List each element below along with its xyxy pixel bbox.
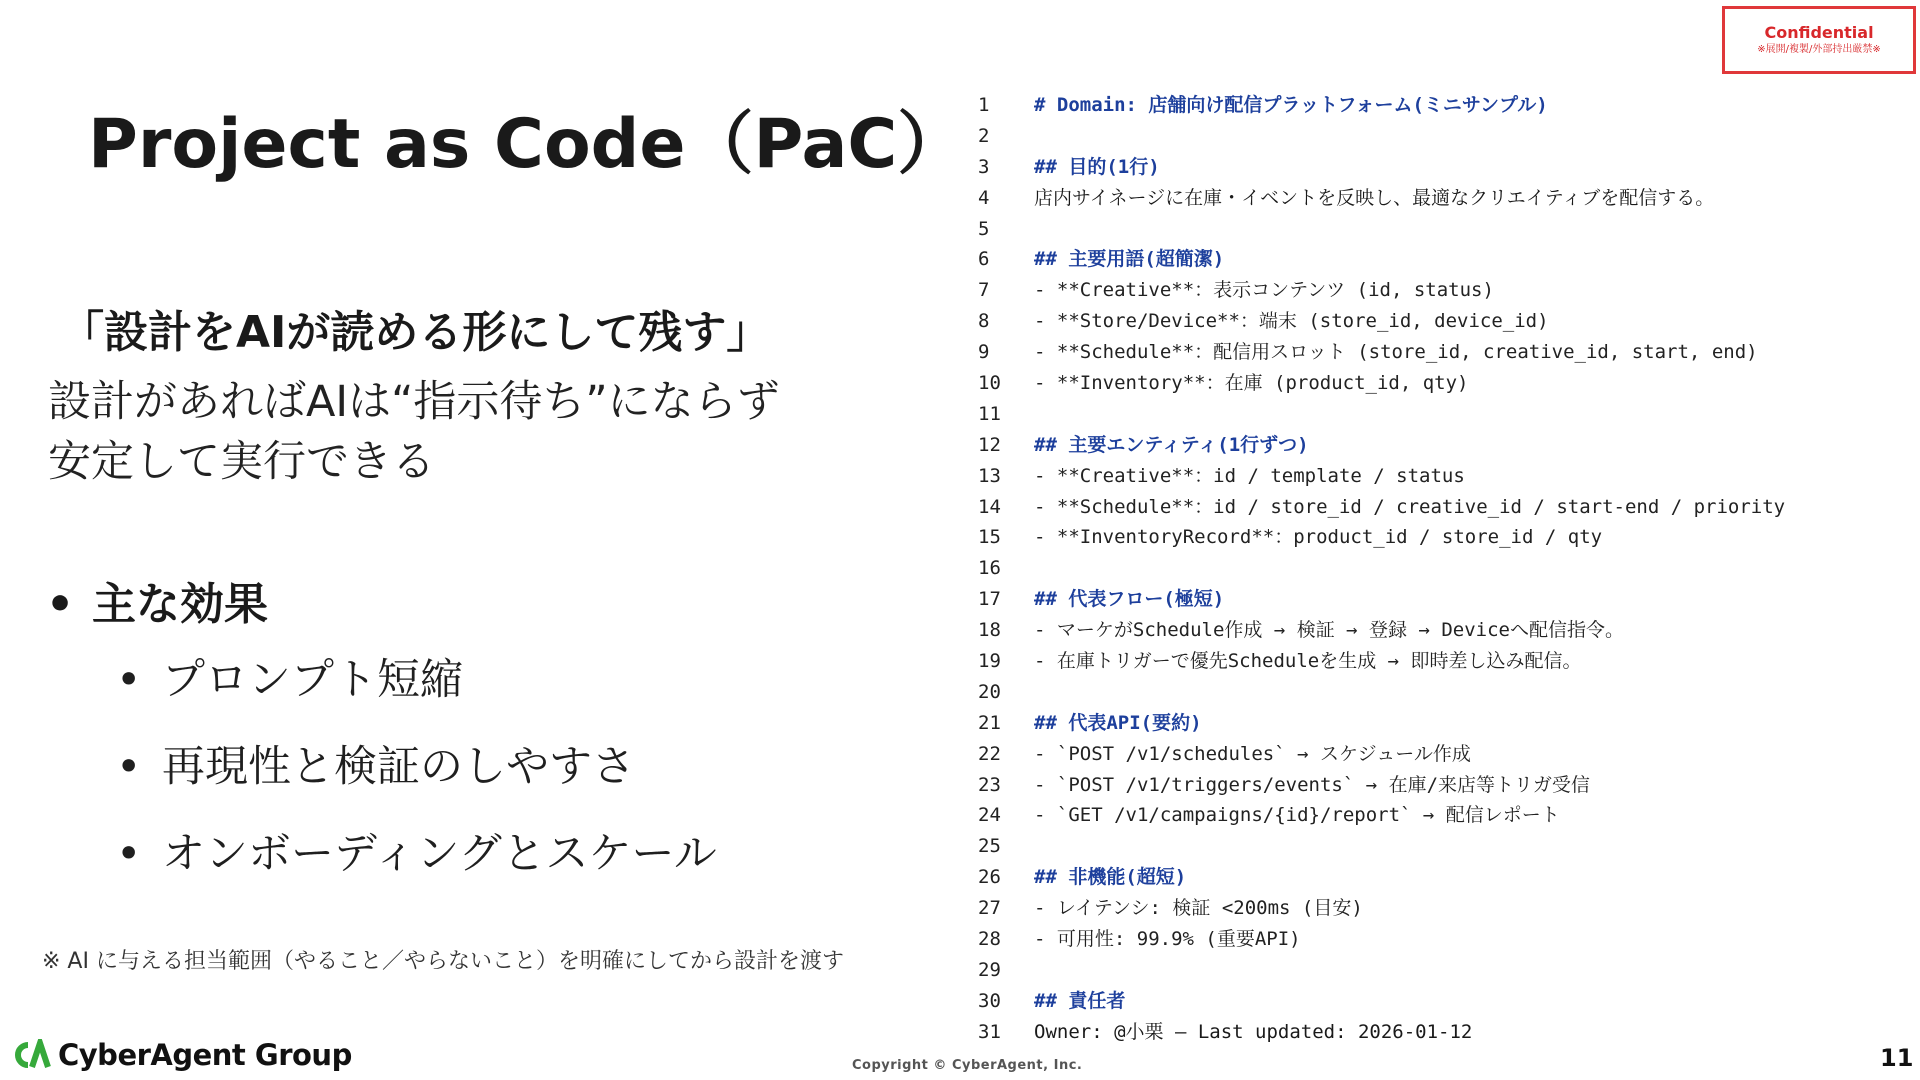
code-text: - レイテンシ: 検証 <200ms (目安): [1034, 897, 1363, 920]
line-number: 30: [978, 989, 1001, 1012]
code-line: [960, 677, 1860, 708]
sub-bullet-label: プロンプト短縮: [162, 655, 463, 705]
code-line: [960, 337, 1860, 368]
code-line: [960, 430, 1860, 461]
bullet-dot: •: [116, 829, 142, 879]
code-text: ## 代表フロー(極短): [1034, 588, 1225, 611]
code-line: [960, 306, 1860, 337]
code-line: [960, 831, 1860, 862]
confidential-sub: ※展開/複製/外部持出厳禁※: [1757, 44, 1881, 55]
code-line: [960, 492, 1860, 523]
code-text: ## 代表API(要約): [1034, 711, 1202, 734]
code-line: [960, 121, 1860, 152]
code-line: [960, 955, 1860, 986]
line-number: 15: [978, 526, 1001, 549]
line-number: 3: [978, 155, 990, 178]
line-number: 8: [978, 310, 990, 333]
code-line: [960, 615, 1860, 646]
line-number: 24: [978, 804, 1001, 827]
code-text: - **InventoryRecord**：product_id / store_id / qty: [1034, 526, 1603, 549]
sub-bullet-label: 再現性と検証のしやすさ: [162, 742, 635, 792]
code-text: 店内サイネージに在庫・イベントを反映し、最適なクリエイティブを配信する。: [1034, 186, 1715, 209]
code-text: - `POST /v1/schedules` → スケジュール作成: [1034, 742, 1471, 765]
line-number: 13: [978, 464, 1001, 487]
slide-title: Project as Code（PaC）: [88, 105, 966, 184]
sub-bullet: [116, 652, 717, 739]
line-number: 1: [978, 94, 990, 116]
code-line: [960, 862, 1860, 893]
line-number: 12: [978, 433, 1001, 456]
code-text: - **Creative**：id / template / status: [1034, 464, 1465, 487]
code-line: [960, 770, 1860, 801]
line-number: 18: [978, 619, 1001, 642]
line-number: 2: [978, 124, 990, 147]
code-text: - **Schedule**：配信用スロット (store_id, creative_id, start, end): [1034, 341, 1758, 364]
subtitle: [48, 372, 780, 492]
line-number: 6: [978, 248, 990, 271]
line-number: 17: [978, 588, 1001, 611]
code-text: Owner: @小栗 — Last updated: 2026-01-12: [1034, 1020, 1473, 1043]
code-text: - **Store/Device**：端末 (store_id, device_id): [1034, 310, 1549, 333]
bullet-main-label: 主な効果: [92, 579, 268, 630]
code-line: [960, 522, 1860, 553]
subtitle-line: 設計があればAIは“指示待ち”にならず: [48, 377, 780, 427]
line-number: 29: [978, 958, 1001, 981]
code-line: [960, 461, 1860, 492]
line-number: 28: [978, 928, 1001, 951]
line-number: 10: [978, 372, 1001, 395]
code-text: ## 責任者: [1034, 989, 1126, 1012]
code-line: [960, 739, 1860, 770]
code-text: ## 主要エンティティ(1行ずつ): [1034, 433, 1309, 456]
line-number: 4: [978, 186, 990, 209]
code-line: [960, 893, 1860, 924]
code-line: [960, 183, 1860, 214]
code-line: [960, 924, 1860, 955]
code-line: [960, 708, 1860, 739]
bullet-dot: •: [116, 655, 142, 705]
code-text: - 可用性: 99.9% (重要API): [1034, 928, 1301, 951]
line-number: 26: [978, 866, 1001, 889]
code-text: - 在庫トリガーで優先Scheduleを生成 → 即時差し込み配信。: [1034, 650, 1582, 673]
code-text: - **Creative**：表示コンテンツ (id, status): [1034, 279, 1494, 302]
code-line: [960, 1017, 1860, 1048]
code-text: - `POST /v1/triggers/events` → 在庫/来店等トリガ受信: [1034, 773, 1590, 796]
code-line: [960, 584, 1860, 615]
code-text: - `GET /v1/campaigns/{id}/report` → 配信レポート: [1034, 804, 1560, 827]
line-number: 20: [978, 680, 1001, 703]
code-text: ## 非機能(超短): [1034, 866, 1187, 889]
line-number: 11: [978, 402, 1001, 425]
copyright: Copyright © CyberAgent, Inc.: [852, 1058, 1083, 1073]
sub-bullet: [116, 739, 717, 826]
logo-text: CyberAgent Group: [58, 1038, 352, 1072]
code-line: [960, 214, 1860, 245]
code-line: [960, 152, 1860, 183]
logo-icon: [12, 1039, 52, 1071]
code-text: ## 目的(1行): [1034, 155, 1160, 178]
line-number: 16: [978, 557, 1001, 580]
code-block: [960, 90, 1860, 1050]
code-line: [960, 275, 1860, 306]
code-text: - **Schedule**：id / store_id / creative_id / start-end / priority: [1034, 495, 1786, 518]
line-number: 9: [978, 341, 990, 364]
sub-bullet: [116, 826, 717, 913]
line-number: 22: [978, 742, 1001, 765]
code-line: [960, 244, 1860, 275]
subtitle-line: 安定して実行できる: [48, 437, 435, 487]
code-line: [960, 368, 1860, 399]
bullet-dot: •: [46, 579, 75, 630]
line-number: 31: [978, 1020, 1001, 1043]
line-number: 21: [978, 711, 1001, 734]
code-line: [960, 986, 1860, 1017]
sub-bullet-label: オンボーディングとスケール: [162, 829, 717, 879]
code-line: [960, 399, 1860, 430]
sub-bullet-list: [116, 652, 717, 913]
line-number: 19: [978, 650, 1001, 673]
code-line: [960, 90, 1860, 121]
code-text: # Domain: 店舗向け配信プラットフォーム(ミニサンプル): [1034, 94, 1548, 116]
line-number: 27: [978, 897, 1001, 920]
code-line: [960, 800, 1860, 831]
line-number: 7: [978, 279, 990, 302]
confidential-label: Confidential: [1764, 23, 1874, 42]
code-line: [960, 646, 1860, 677]
code-text: - **Inventory**：在庫 (product_id, qty): [1034, 372, 1469, 395]
line-number: 23: [978, 773, 1001, 796]
code-text: ## 主要用語(超簡潔): [1034, 248, 1225, 271]
code-line: [960, 553, 1860, 584]
confidential-badge: [1722, 6, 1916, 74]
line-number: 14: [978, 495, 1001, 518]
bullet-main: [46, 568, 268, 632]
code-text: - マーケがSchedule作成 → 検証 → 登録 → Deviceへ配信指令。: [1034, 619, 1624, 642]
tagline: 「設計をAIが読める形にして残す」: [60, 307, 771, 358]
footnote: ※ AI に与える担当範囲（やること／やらないこと）を明確にしてから設計を渡す: [42, 949, 844, 974]
page-number: 11: [1880, 1044, 1914, 1072]
bullet-dot: •: [116, 742, 142, 792]
line-number: 5: [978, 217, 990, 240]
line-number: 25: [978, 835, 1001, 858]
company-logo: [12, 1038, 352, 1072]
